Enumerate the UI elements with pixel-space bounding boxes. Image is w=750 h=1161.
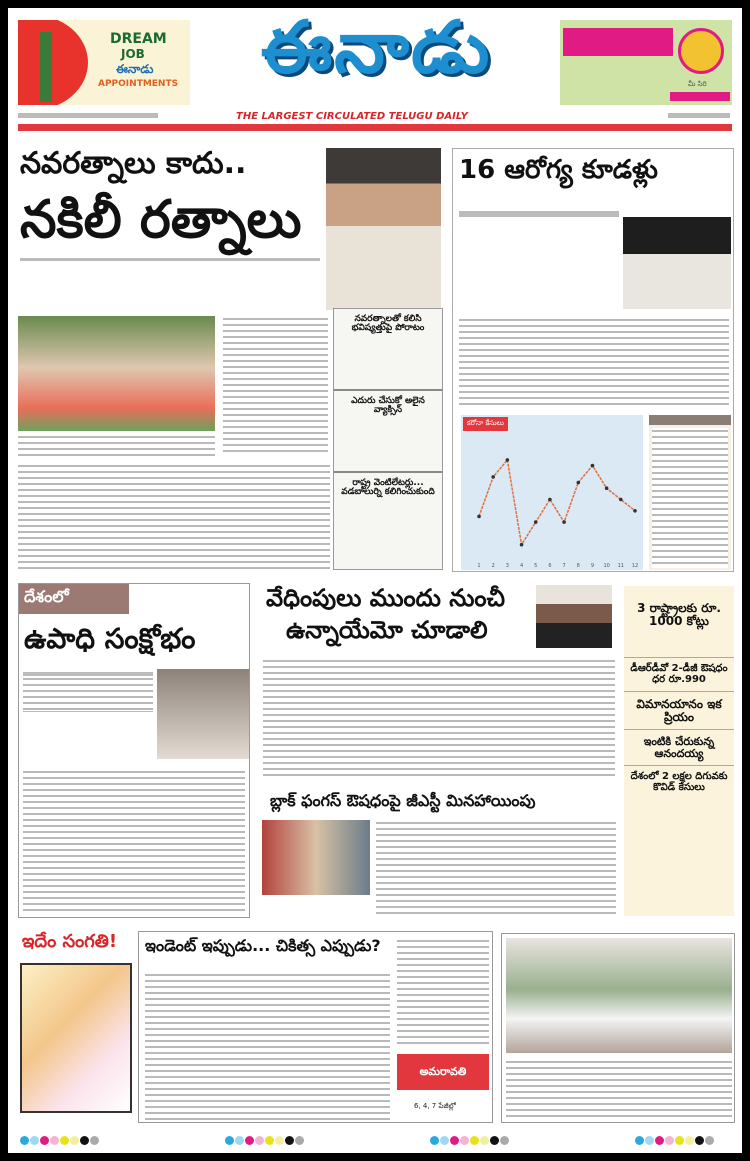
chart-x-tick: 7	[562, 563, 566, 569]
edition-info	[18, 113, 158, 118]
registration-dot	[20, 1136, 29, 1145]
health-headline: 16 ఆరోగ్య కూడళ్లు	[459, 155, 658, 185]
cartoon	[20, 963, 132, 1113]
registration-dot	[675, 1136, 684, 1145]
registration-dot	[80, 1136, 89, 1145]
chart-point	[520, 543, 524, 547]
chart-point	[591, 464, 595, 468]
lead-headline-1: నవరత్నాలు కాదు..	[20, 146, 247, 181]
registration-dot	[40, 1136, 49, 1145]
registration-dot	[30, 1136, 39, 1145]
chart-x-tick: 1	[477, 563, 481, 569]
cities-band	[18, 124, 732, 131]
registration-dot	[275, 1136, 284, 1145]
economist-photo	[157, 669, 249, 759]
employment-story	[18, 583, 250, 918]
registration-dot	[490, 1136, 499, 1145]
right-ad-text: మీ సిరి	[688, 80, 707, 88]
registration-dot	[685, 1136, 694, 1145]
hospital-body	[506, 1059, 732, 1119]
side-box-title: నవరత్నాలతో కలిసి భవిష్యత్తుపై పోరాటం	[334, 309, 442, 391]
court-headline-2: ఉన్నాయేమో చూడాలి	[286, 616, 488, 644]
registration-dot	[440, 1136, 449, 1145]
registration-dot	[235, 1136, 244, 1145]
registration-dot	[265, 1136, 274, 1145]
registration-dot	[285, 1136, 294, 1145]
chart-x-tick: 12	[631, 563, 639, 569]
registration-dot	[460, 1136, 469, 1145]
side-box-title: ఎదురు చేసుకో అలైన వ్యాక్సిన్	[334, 391, 442, 473]
kicker-label: దేశంలో	[19, 584, 129, 614]
color-bar	[20, 1130, 100, 1149]
color-bar	[635, 1130, 715, 1149]
side-box-title: రాష్ట్ర వెంటిలేటర్లు... వడబాలుర్ని కలిగించుకుంది	[341, 478, 435, 498]
lead-bullet	[20, 260, 320, 261]
registration-dot	[645, 1136, 654, 1145]
registration-dot	[90, 1136, 99, 1145]
employment-body	[23, 769, 245, 914]
registration-dot	[655, 1136, 664, 1145]
hospital-story	[501, 933, 735, 1123]
chart-x-tick: 2	[491, 563, 495, 569]
health-body	[459, 317, 729, 407]
chart-point	[477, 515, 481, 519]
right-briefs	[624, 586, 734, 916]
registration-dot	[665, 1136, 674, 1145]
gst-headline: బ్లాక్ ఫంగస్ ఔషధంపై జీఎస్టీ మినహాయింపు	[270, 791, 536, 810]
ad-eenadu: ఈనాడు	[116, 62, 154, 76]
lead-headline-2: నకిలీ రత్నాలు	[20, 190, 302, 250]
court-body	[263, 658, 615, 776]
employment-headline: ఉపాధి సంక్షోభం	[24, 622, 196, 655]
right-ad[interactable]	[560, 20, 732, 105]
chart-x-tick: 3	[505, 563, 509, 569]
chart-point	[619, 498, 623, 502]
chart-point	[534, 520, 538, 524]
chart-point	[576, 481, 580, 485]
amaravati-badge[interactable]	[397, 1054, 489, 1090]
brief-item: డీఆర్‌డీవో 2-డీజీ ఔషధం ధర రూ.990	[624, 658, 734, 692]
info-box	[649, 415, 731, 570]
brief-item: విమానయానం ఇక ప్రియం	[624, 692, 734, 730]
chart-x-tick: 5	[534, 563, 538, 569]
chart-point	[633, 509, 637, 513]
brief-item: దేశంలో 2 లక్షల దిగువకు కొవిడ్ కేసులు	[630, 771, 728, 793]
gst-body	[376, 820, 616, 915]
registration-dot	[695, 1136, 704, 1145]
employment-bullet	[23, 676, 153, 712]
registration-dot	[255, 1136, 264, 1145]
amaravati-label: అమరావతి	[419, 1065, 467, 1078]
ad-job: JOB	[121, 47, 145, 61]
side-boxes	[333, 308, 443, 570]
chart-x-tick: 4	[519, 563, 524, 569]
lead-body	[18, 463, 330, 571]
registration-dot	[60, 1136, 69, 1145]
minister-photo	[262, 820, 370, 895]
chart-x-tick: 10	[603, 563, 610, 569]
registration-dot	[70, 1136, 79, 1145]
color-bar	[430, 1130, 510, 1149]
website	[668, 113, 730, 118]
eenadu-logo: ఈనాడు	[260, 5, 492, 89]
line-chart	[461, 437, 643, 570]
hospital-photo	[506, 938, 732, 1053]
registration-dot	[245, 1136, 254, 1145]
lead-photo	[326, 148, 441, 310]
color-bar	[225, 1130, 305, 1149]
chart-title-badge: కరోనా కేసులు	[463, 417, 508, 431]
event-photo	[18, 316, 215, 431]
chart-x-tick: 6	[548, 563, 552, 569]
brief-item: ఇంటికి చేరుకున్న ఆనందయ్య	[624, 730, 734, 766]
registration-dot	[705, 1136, 714, 1145]
indent-body	[145, 972, 390, 1120]
indent-headline: ఇండెంట్ ఇప్పుడు... చికిత్స ఎప్పుడు?	[145, 936, 381, 955]
registration-dot	[500, 1136, 509, 1145]
chart-point	[562, 520, 566, 524]
brief-item: 3 రాష్ట్రాలకు రూ. 1000 కోట్లు	[624, 586, 734, 658]
registration-dot	[470, 1136, 479, 1145]
photo-caption	[18, 434, 215, 456]
covid-chart	[461, 415, 643, 570]
court-headline-1: వేధింపులు ముందు నుంచీ	[266, 584, 505, 612]
registration-dot	[430, 1136, 439, 1145]
chart-point	[548, 498, 552, 502]
registration-dot	[295, 1136, 304, 1145]
registration-dot	[480, 1136, 489, 1145]
chart-x-tick: 11	[617, 563, 625, 569]
chart-point	[506, 458, 510, 462]
health-story	[452, 148, 734, 572]
chart-x-tick: 8	[576, 563, 580, 569]
chart-x-tick: 9	[590, 563, 595, 569]
indent-article	[138, 931, 493, 1123]
health-photo	[623, 217, 731, 309]
chart-point	[491, 475, 495, 479]
amaravati-pages: 6, 4, 7 పేజీల్లో	[414, 1102, 456, 1110]
registration-dot	[50, 1136, 59, 1145]
chart-point	[605, 486, 609, 490]
registration-dot	[635, 1136, 644, 1145]
cartoon-title: ఇదేం సంగతి!	[22, 931, 118, 952]
lead-body-col	[223, 316, 328, 456]
tagline: THE LARGEST CIRCULATED TELUGU DAILY	[236, 111, 468, 122]
left-ad[interactable]	[18, 20, 190, 105]
newspaper-page	[8, 5, 742, 1153]
ad-appointments: APPOINTMENTS	[98, 79, 179, 89]
registration-dot	[450, 1136, 459, 1145]
judge-photo	[536, 585, 612, 648]
registration-dot	[225, 1136, 234, 1145]
ad-dream: DREAM	[110, 31, 167, 47]
health-bullet	[459, 216, 619, 217]
chart-line	[479, 460, 635, 545]
